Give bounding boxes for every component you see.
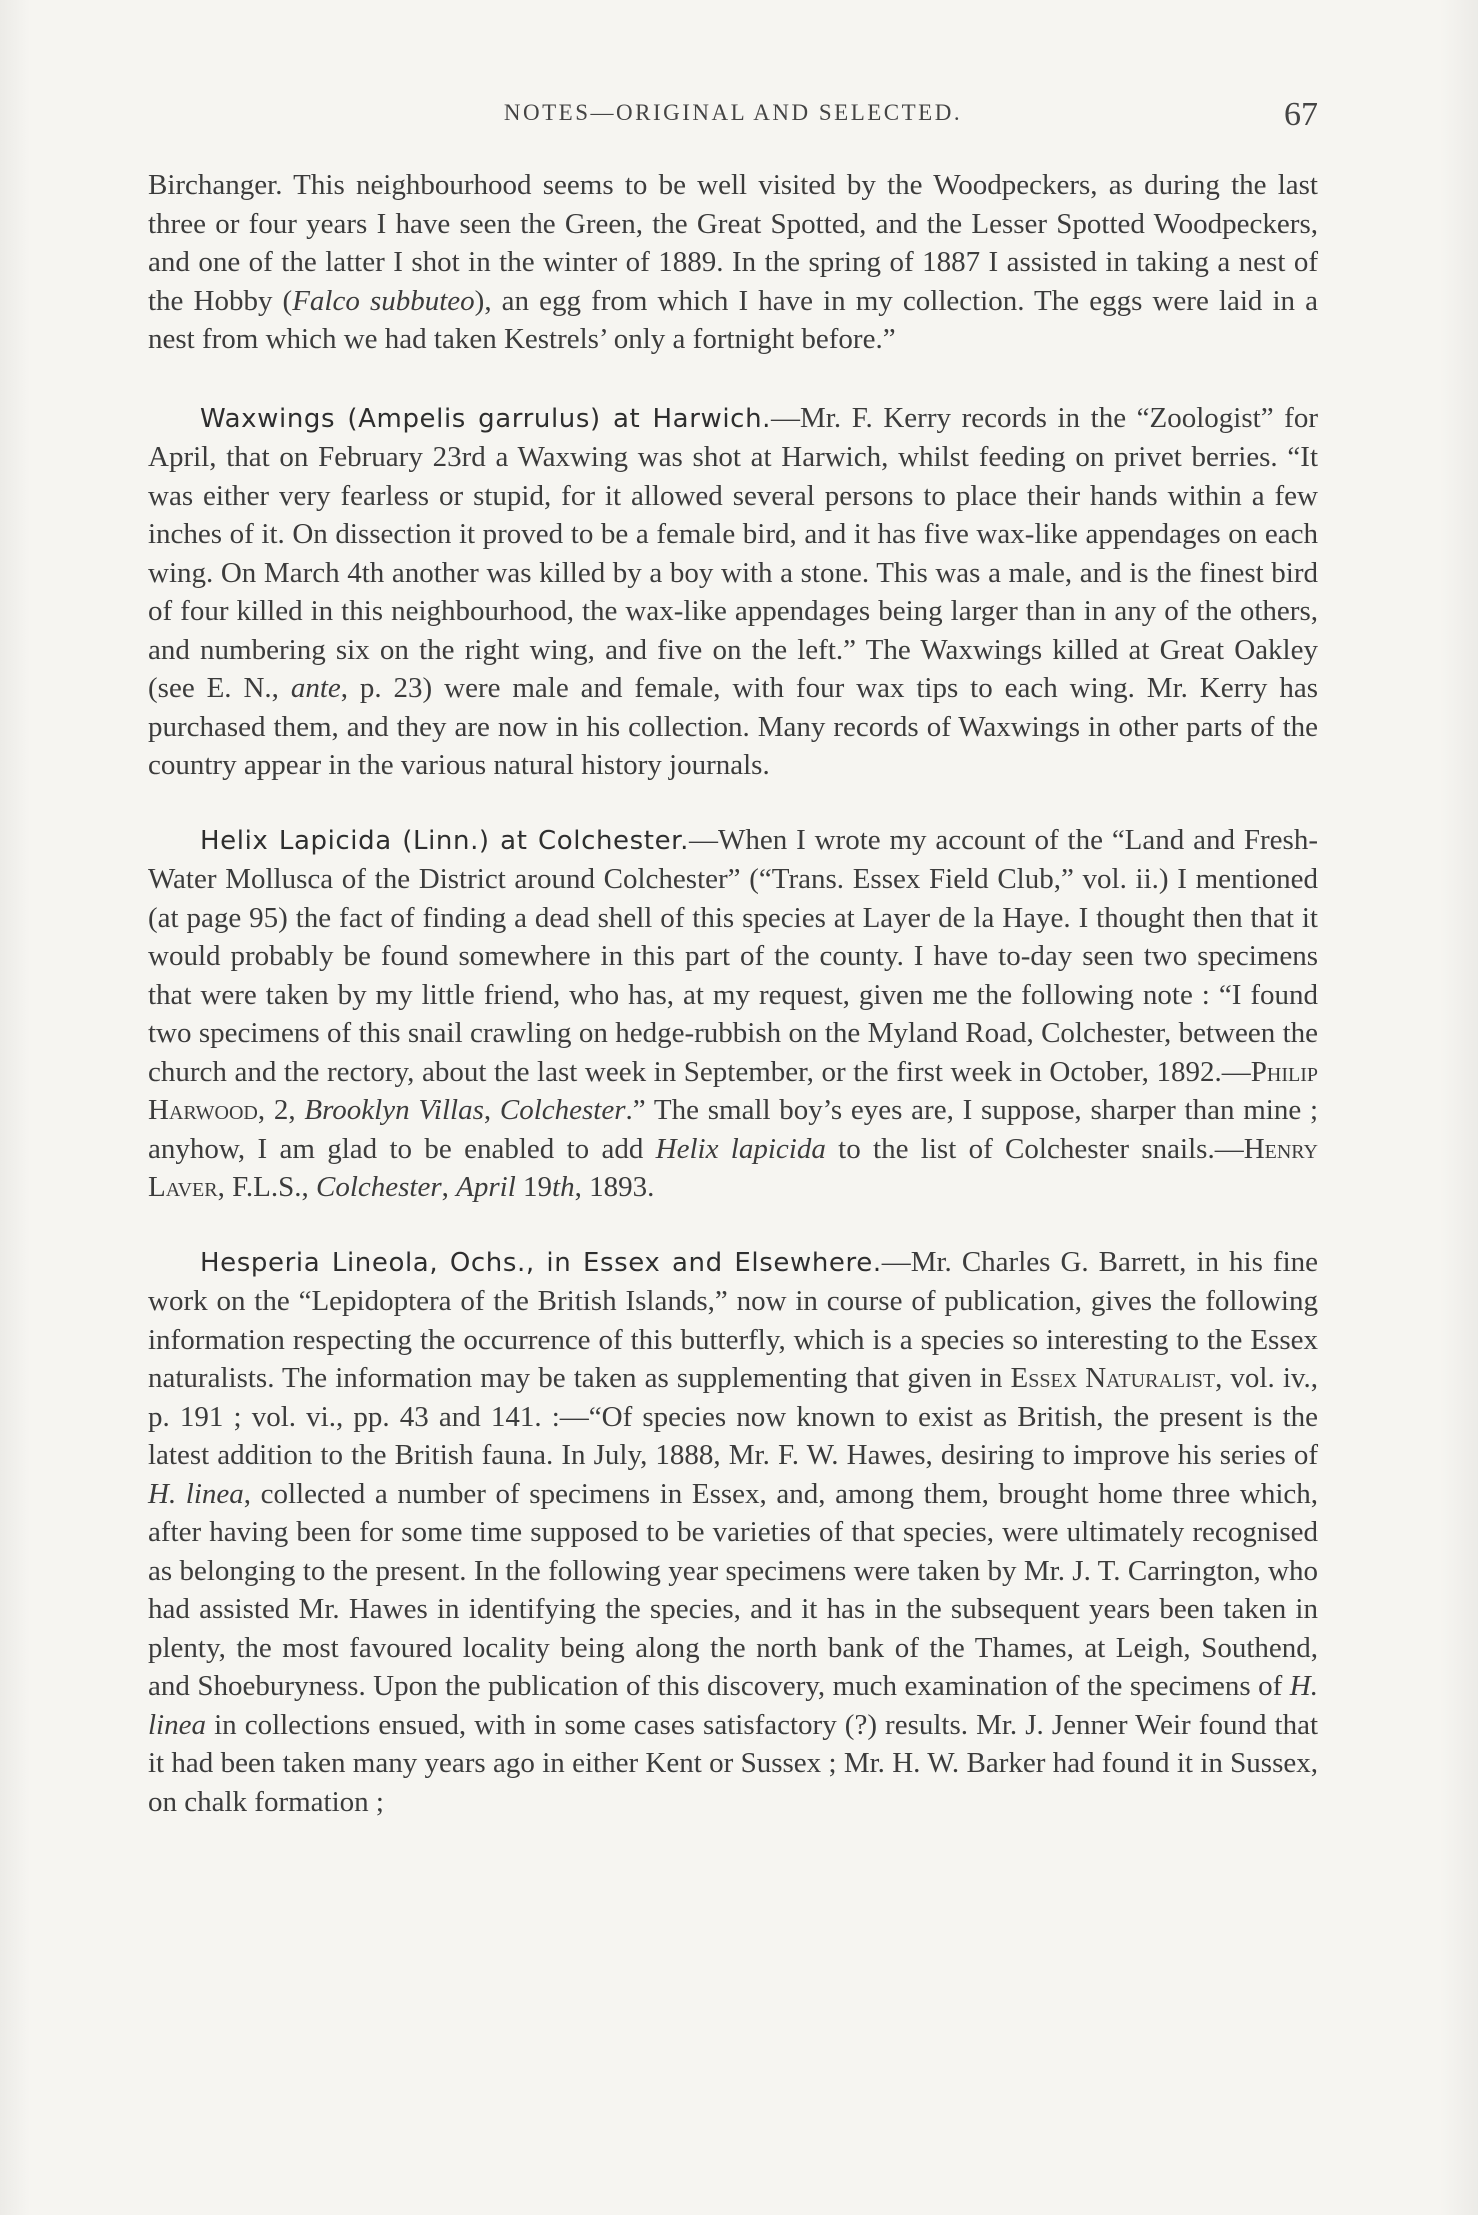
page-header — [148, 96, 1318, 146]
text-segment: in collections ensued, with in some cases satisfactory (?) results. Mr. J. Jenner Weir found that it had been taken many years ago in either Kent or Sussex ; Mr. H. W. Barker had found it in Sussex, on chalk formation ; — [148, 1708, 1318, 1818]
italic-text: H. linea — [148, 1670, 1318, 1741]
text-segment: , vol. iv., p. 191 ; vol. vi., pp. 43 and 141. :—“Of species now known to exist as British, the present is the latest addition to the British fauna. In July, 1888, Mr. F. W. Hawes, desiring to improve his series of — [148, 1362, 1319, 1471]
text-segment: , — [441, 1171, 457, 1203]
text-segment: , 2, — [257, 1094, 305, 1126]
text-segment: to the list of Colchester snails.— — [825, 1132, 1244, 1165]
text-segment: 19 — [515, 1171, 553, 1203]
body-text — [148, 166, 1318, 1857]
paragraph-hesperia-lineola — [148, 1243, 1318, 1822]
small-caps-text: Henry Laver — [148, 1132, 1318, 1203]
section-heading: Helix Lapicida (Linn.) at Colchester. — [200, 825, 689, 856]
italic-text: H. linea — [148, 1477, 244, 1510]
small-caps-text: Essex Naturalist — [1010, 1362, 1216, 1394]
paragraph-birchanger-continuation — [148, 166, 1318, 359]
small-caps-text: Philip Harwood — [148, 1055, 1318, 1126]
italic-text: Colchester — [316, 1171, 442, 1203]
section-heading: Waxwings (Ampelis garrulus) at Harwich. — [200, 403, 772, 434]
paragraph-waxwings — [148, 399, 1318, 785]
paragraph-helix-lapicida — [148, 821, 1318, 1207]
italic-text: Colchester — [499, 1094, 626, 1126]
italic-text: Brooklyn Villas — [304, 1094, 484, 1126]
text-segment: —Mr. F. Kerry records in the “Zoologist” for April, that on February 23rd a Waxwing was shot at Harwich, whilst feeding on privet berries. “It was either very fearless or stupid, for it allowed several persons to place their hands within a few inches of it. On dissection it proved to be a female bird, and it has five wax-like appendages on each wing. On March 4th another was killed by a boy with a stone. This was a male, and is the finest bird of four killed in this neighbourhood, the wax-like appendages being larger than in any of the others, and numbering six on the right wing, and five on the left.” The Waxwings killed at Great Oakley (see E. N., — [148, 401, 1318, 704]
italic-text: Helix lapicida — [655, 1132, 826, 1165]
page-number: 67 — [1284, 96, 1318, 133]
italic-text: Falco subbuteo — [292, 284, 475, 317]
text-segment: Birchanger. This neighbourhood seems to be well visited by the Woodpeckers, as during the last three or four years I have seen the Green, the Great Spotted, and the Lesser Spotted Woodpeckers, and one of the latter I shot in the winter of 1889. In the spring of 1887 I assisted in taking a nest of the Hobby ( — [148, 169, 1318, 317]
section-heading: Hesperia Lineola, Ochs., in Essex and Elsewhere. — [200, 1247, 882, 1278]
text-segment: —When I wrote my account of the “Land and Fresh-Water Mollusca of the District around Colchester” (“Trans. Essex Field Club,” vol. ii.) I mentioned (at page 95) the fact of finding a dead shell of this species at Layer de la Haye. I thought then that it would probably be found somewhere in this part of the county. I have to-day seen two specimens that were taken by my little friend, who has, at my request, given me the following note : “I found two specimens of this snail crawling on hedge-rubbish on the Myland Road, Colchester, between the church and the rectory, about the last week in September, or the first week in October, 1892.— — [148, 823, 1318, 1088]
text-segment: , 1893. — [574, 1171, 655, 1203]
text-segment: , — [483, 1094, 500, 1126]
text-segment: —Mr. Charles G. Barrett, in his fine work on the “Lepidoptera of the British Islands,” now in course of publication, gives the following information respecting the occurrence of this butterfly, which is a species so interesting to the Essex naturalists. The information may be taken as supplementing that given in — [148, 1245, 1318, 1394]
text-segment: .” The small boy’s eyes are, I suppose, sharper than mine ; anyhow, I am glad to be enabled to add — [148, 1094, 1319, 1165]
italic-text: April — [456, 1171, 516, 1203]
italic-text: th — [552, 1171, 575, 1203]
text-segment: , p. 23) were male and female, with four wax tips to each wing. Mr. Kerry has purchased them, and they are now in his collection. Many records of Waxwings in other parts of the country appear in the various natural history journals. — [148, 672, 1318, 781]
running-head: NOTES—ORIGINAL AND SELECTED. — [503, 100, 963, 125]
italic-text: ante — [290, 672, 341, 704]
text-segment: , collected a number of specimens in Essex, and, among them, brought home three which, after having been for some time supposed to be varieties of that species, were ultimately recognised as belonging to the present. In the following year specimens were taken by Mr. J. T. Carrington, who had assisted Mr. Hawes in identifying the species, and it has in the subsequent years been taken in plenty, the most favoured locality being along the north bank of the Thames, at Leigh, Southend, and Shoeburyness. Upon the publication of this discovery, much examination of the specimens of — [148, 1477, 1318, 1702]
text-segment: ), an egg from which I have in my collection. The eggs were laid in a nest from which we had taken Kestrels’ only a fortnight before.” — [148, 284, 1319, 355]
text-segment: , F.L.S., — [217, 1171, 316, 1203]
